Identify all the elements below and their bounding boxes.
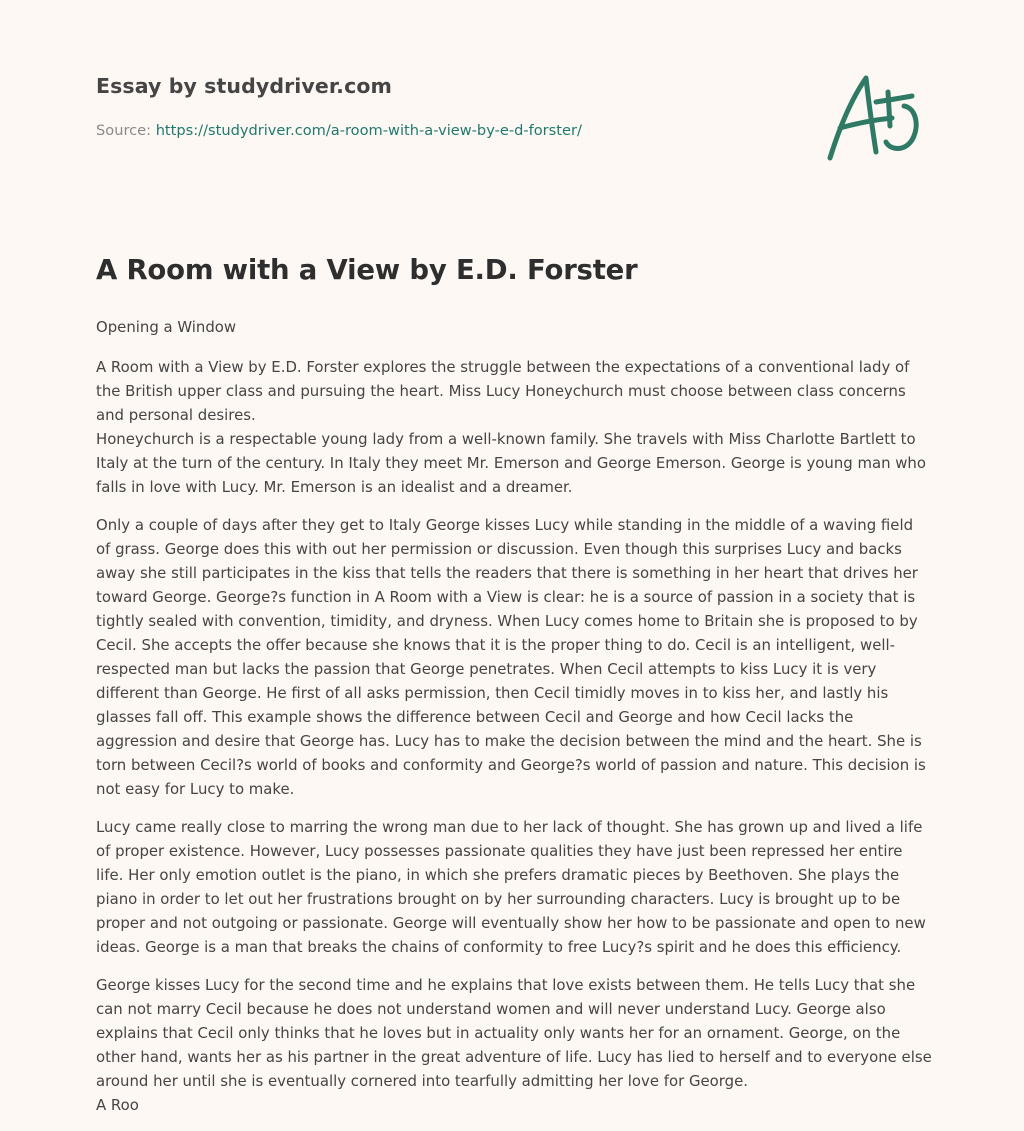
paragraph: Only a couple of days after they get to Italy George kisses Lucy while standing in the middle of a waving field of grass. George does this with out her permission or discussion. Even though this surprises Lucy and backs away she still participates in the kiss that tells the readers that there is something in her heart that drives her toward George. George?s function in A Room with a View is clear: he is a source of passion in a society that is tightly sealed with convention, timidity, and dryness. When Lucy comes home to Britain she is proposed to by Cecil. She accepts the offer because she knows that it is the proper thing to do. Cecil is an intelligent, well-respected man but lacks the passion that George penetrates. When Cecil attempts to kiss Lucy it is very different than George. He first of all asks permission, then Cecil timidly moves in to kiss her, and lastly his glasses fall off. This example shows the difference between Cecil and George and how Cecil lacks the aggression and desire that George has. Lucy has to make the decision between the mind and the heart. She is torn between Cecil?s world of books and conformity and George?s world of passion and nature. This decision is not easy for Lucy to make.	[96, 516, 926, 798]
document-header	[96, 74, 716, 139]
essay-body	[96, 315, 932, 1131]
paragraph: Lucy came really close to marring the wrong man due to her lack of thought. She has grown up and lived a life of proper existence. However, Lucy possesses passionate qualities they have just been repressed her entire life. Her only emotion outlet is the piano, in which she prefers dramatic pieces by Beethoven. She plays the piano in order to let out her frustrations brought on by her surrounding characters. Lucy is brought up to be proper and not outgoing or passionate. George will eventually show her how to be passionate and open to new ideas. George is a man that breaks the chains of conformity to free Lucy?s spirit and he does this efficiency.	[96, 818, 926, 956]
paragraph	[96, 973, 932, 1117]
paragraph	[96, 355, 932, 499]
a-plus-logo	[820, 66, 930, 166]
source-link[interactable]: https://studydriver.com/a-room-with-a-view-by-e-d-forster/	[155, 122, 582, 139]
paragraph-text: Honeychurch is a respectable young lady from a well-known family. She travels with Miss Charlotte Bartlett to Italy at the turn of the century. In Italy they meet Mr. Emerson and George Emerson. George is young man who falls in love with Lucy. Mr. Emerson is an idealist and a dreamer.	[96, 430, 926, 496]
source-line	[96, 122, 716, 139]
source-label: Source:	[96, 122, 156, 139]
essay-subtitle: Opening a Window	[96, 318, 237, 336]
paragraph-text: A Room with a View by E.D. Forster explores the struggle between the expectations of a conventional lady of the British upper class and pursuing the heart. Miss Lucy Honeychurch must choose between class concerns and personal desires.	[96, 358, 910, 424]
brand-title: Essay by studydriver.com	[96, 74, 392, 98]
a-plus-logo-icon	[820, 66, 930, 166]
paragraph-text: George kisses Lucy for the second time and he explains that love exists between them. He tells Lucy that she can not marry Cecil because he does not understand women and will never understand Lucy. George also explains that Cecil only thinks that he loves but in actuality only wants her for an ornament. George, on the other hand, wants her as his partner in the great adventure of life. Lucy has lied to herself and to everyone else around her until she is eventually cornered into tearfully admitting her love for George.	[96, 976, 932, 1090]
essay-title: A Room with a View by E.D. Forster	[96, 254, 638, 286]
paragraph-text: A Roo	[96, 1096, 139, 1114]
